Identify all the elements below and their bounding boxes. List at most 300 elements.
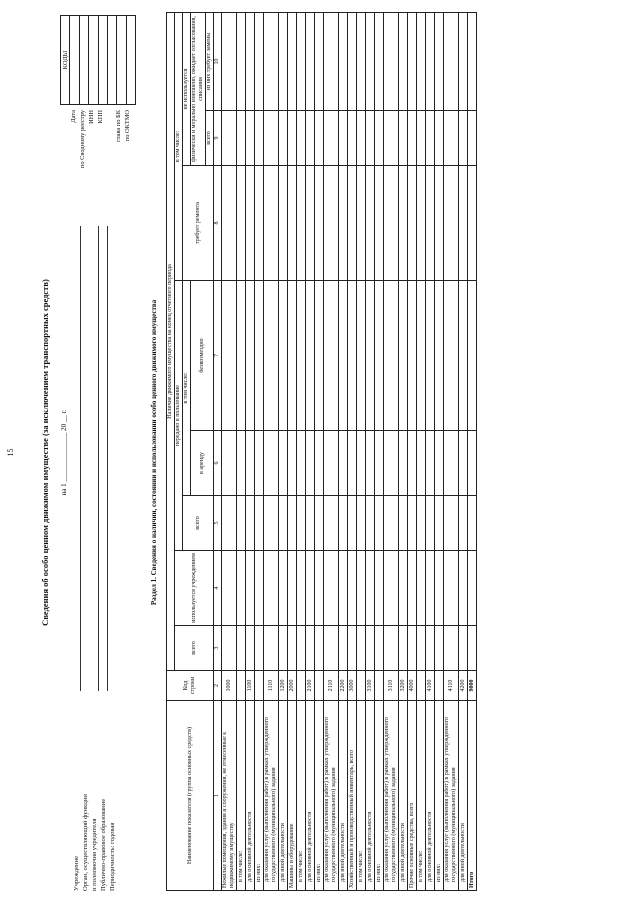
value-cell[interactable] [435, 281, 444, 431]
value-cell[interactable] [357, 111, 366, 166]
value-cell[interactable] [366, 431, 375, 496]
row-code: 4100 [426, 671, 435, 701]
value-cell[interactable] [222, 431, 237, 496]
value-cell[interactable] [324, 626, 339, 671]
code-label: Дата [70, 110, 77, 123]
section-title: Раздел 1. Сведения о наличии, состоянии и использовании особо ценного движимого имущества [150, 299, 158, 606]
value-cell[interactable] [315, 111, 324, 166]
row-code [417, 671, 426, 701]
value-cell[interactable] [408, 431, 417, 496]
value-cell[interactable] [366, 12, 375, 110]
row-name: для основной деятельности [306, 701, 315, 891]
codes-header: КОДЫ [61, 16, 70, 105]
value-cell[interactable] [348, 111, 357, 166]
row-code: 3200 [399, 671, 408, 701]
column-number: 5 [214, 496, 222, 551]
value-cell[interactable] [255, 551, 264, 626]
value-cell[interactable] [246, 12, 255, 110]
value-cell[interactable] [237, 496, 246, 551]
value-cell[interactable] [444, 496, 459, 551]
header-incl2: в том числе: [175, 12, 183, 280]
value-cell[interactable] [255, 626, 264, 671]
value-cell[interactable] [426, 12, 435, 110]
row-code [357, 671, 366, 701]
code-label: глава по БК [115, 110, 122, 142]
value-cell[interactable] [384, 551, 399, 626]
value-cell[interactable] [255, 166, 264, 281]
value-cell[interactable] [279, 431, 288, 496]
row-code: 4000 [408, 671, 417, 701]
value-cell[interactable] [357, 431, 366, 496]
value-cell[interactable] [315, 166, 324, 281]
value-cell[interactable] [222, 281, 237, 431]
total-row [468, 12, 477, 890]
value-cell[interactable] [339, 111, 348, 166]
value-cell[interactable] [246, 166, 255, 281]
value-cell[interactable] [384, 12, 399, 110]
total-value-cell[interactable] [468, 431, 477, 496]
table-row [375, 12, 384, 890]
column-number: 10 [214, 12, 222, 110]
table-row [237, 12, 246, 890]
value-cell[interactable] [399, 12, 408, 110]
code-label: КПП [97, 110, 104, 124]
row-name: для оказания услуг (выполнения работ) в рамках утвержденного государственного (муниципального) задания [384, 701, 399, 891]
value-cell[interactable] [297, 111, 306, 166]
value-cell[interactable] [366, 551, 375, 626]
table-row [255, 12, 264, 890]
code-cell[interactable] [98, 16, 107, 105]
value-cell[interactable] [324, 281, 339, 431]
value-cell[interactable] [435, 431, 444, 496]
value-cell[interactable] [306, 626, 315, 671]
code-label [105, 110, 114, 205]
code-cell[interactable] [79, 16, 88, 105]
value-cell[interactable] [297, 431, 306, 496]
table-row [279, 12, 288, 890]
value-cell[interactable] [426, 431, 435, 496]
value-cell[interactable] [297, 626, 306, 671]
value-cell[interactable] [297, 166, 306, 281]
value-cell[interactable] [324, 12, 339, 110]
header-code: Код строки [167, 671, 214, 701]
value-cell[interactable] [255, 111, 264, 166]
value-cell[interactable] [339, 431, 348, 496]
total-value-cell[interactable] [468, 626, 477, 671]
value-cell[interactable] [246, 626, 255, 671]
table-row [264, 12, 279, 890]
value-cell[interactable] [246, 281, 255, 431]
value-cell[interactable] [459, 166, 468, 281]
row-name: для иной деятельности [279, 701, 288, 891]
value-cell[interactable] [237, 551, 246, 626]
value-cell[interactable] [435, 496, 444, 551]
table-row [222, 12, 237, 890]
table-row [324, 12, 339, 890]
column-number: 8 [214, 166, 222, 281]
column-number: 6 [214, 431, 222, 496]
value-cell[interactable] [375, 431, 384, 496]
value-cell[interactable] [246, 551, 255, 626]
value-cell[interactable] [222, 626, 237, 671]
value-cell[interactable] [264, 626, 279, 671]
value-cell[interactable] [375, 551, 384, 626]
row-name: в том числе: [237, 701, 246, 891]
table-row [339, 12, 348, 890]
value-cell[interactable] [264, 551, 279, 626]
header-free: безвозмездно [191, 281, 214, 431]
fill-line [80, 226, 81, 691]
value-cell[interactable] [222, 166, 237, 281]
value-cell[interactable] [339, 626, 348, 671]
value-cell[interactable] [237, 166, 246, 281]
value-cell[interactable] [435, 166, 444, 281]
value-cell[interactable] [399, 281, 408, 431]
value-cell[interactable] [375, 496, 384, 551]
value-cell[interactable] [444, 166, 459, 281]
value-cell[interactable] [324, 496, 339, 551]
code-label: ИНН [88, 110, 95, 124]
value-cell[interactable] [375, 626, 384, 671]
value-cell[interactable] [459, 626, 468, 671]
value-cell[interactable] [297, 12, 306, 110]
value-cell[interactable] [384, 431, 399, 496]
value-cell[interactable] [306, 111, 315, 166]
table-row [306, 12, 315, 890]
value-cell[interactable] [408, 166, 417, 281]
value-cell[interactable] [399, 496, 408, 551]
value-cell[interactable] [375, 111, 384, 166]
value-cell[interactable] [306, 431, 315, 496]
value-cell[interactable] [297, 281, 306, 431]
value-cell[interactable] [348, 431, 357, 496]
value-cell[interactable] [288, 166, 297, 281]
table-row [246, 12, 255, 890]
value-cell[interactable] [348, 12, 357, 110]
table-row [426, 12, 435, 890]
value-cell[interactable] [375, 12, 384, 110]
value-cell[interactable] [408, 551, 417, 626]
value-cell[interactable] [375, 281, 384, 431]
value-cell[interactable] [444, 431, 459, 496]
value-cell[interactable] [297, 551, 306, 626]
row-name: для основной деятельности [426, 701, 435, 891]
total-value-cell[interactable] [468, 496, 477, 551]
value-cell[interactable] [426, 166, 435, 281]
value-cell[interactable] [297, 496, 306, 551]
code-cell[interactable] [89, 16, 98, 105]
value-cell[interactable] [324, 166, 339, 281]
fill-line [98, 226, 99, 691]
row-code: 4200 [459, 671, 468, 701]
total-value-cell[interactable] [468, 12, 477, 110]
value-cell[interactable] [279, 551, 288, 626]
table-row [408, 12, 417, 890]
value-cell[interactable] [264, 431, 279, 496]
value-cell[interactable] [366, 626, 375, 671]
value-cell[interactable] [384, 496, 399, 551]
header-notused-desc: физически и морально изношено, ожидает согласования, списания [191, 12, 206, 165]
code-cell[interactable] [70, 16, 79, 105]
row-name: Хозяйственный и производственный инвентарь, всего [348, 701, 357, 891]
value-cell[interactable] [306, 551, 315, 626]
value-cell[interactable] [288, 551, 297, 626]
value-cell[interactable] [288, 626, 297, 671]
value-cell[interactable] [255, 281, 264, 431]
value-cell[interactable] [279, 281, 288, 431]
value-cell[interactable] [444, 111, 459, 166]
code-cell[interactable] [107, 16, 116, 105]
row-code: 2200 [339, 671, 348, 701]
value-cell[interactable] [417, 551, 426, 626]
value-cell[interactable] [417, 111, 426, 166]
value-cell[interactable] [417, 166, 426, 281]
header-total: всего [175, 626, 214, 671]
header-including: в том числе: [183, 281, 191, 496]
value-cell[interactable] [426, 281, 435, 431]
code-cell[interactable] [126, 16, 135, 105]
value-cell[interactable] [255, 12, 264, 110]
value-cell[interactable] [357, 551, 366, 626]
value-cell[interactable] [306, 281, 315, 431]
value-cell[interactable] [324, 431, 339, 496]
value-cell[interactable] [237, 431, 246, 496]
value-cell[interactable] [444, 551, 459, 626]
value-cell[interactable] [384, 281, 399, 431]
value-cell[interactable] [459, 551, 468, 626]
value-cell[interactable] [288, 111, 297, 166]
value-cell[interactable] [264, 281, 279, 431]
value-cell[interactable] [324, 111, 339, 166]
row-code [255, 671, 264, 701]
row-name: для основной деятельности [366, 701, 375, 891]
value-cell[interactable] [384, 626, 399, 671]
value-cell[interactable] [339, 496, 348, 551]
value-cell[interactable] [459, 496, 468, 551]
value-cell[interactable] [426, 551, 435, 626]
value-cell[interactable] [255, 496, 264, 551]
value-cell[interactable] [444, 626, 459, 671]
value-cell[interactable] [315, 12, 324, 110]
value-cell[interactable] [408, 626, 417, 671]
value-cell[interactable] [348, 626, 357, 671]
value-cell[interactable] [339, 551, 348, 626]
value-cell[interactable] [279, 626, 288, 671]
row-name: для оказания услуг (выполнения работ) в рамках утвержденного государственного (муниципального) задания [324, 701, 339, 891]
row-name: Нежилые помещения, здания и сооружения, не отнесенные к недвижимому имуществу [222, 701, 237, 891]
value-cell[interactable] [366, 281, 375, 431]
header-name: Наименование показателя (группа основных средств) [167, 701, 214, 891]
form-title: Сведения об особо ценном движимом имуществе (за исключением транспортных средств) [40, 279, 50, 626]
value-cell[interactable] [264, 12, 279, 110]
value-cell[interactable] [444, 281, 459, 431]
value-cell[interactable] [237, 12, 246, 110]
total-value-cell[interactable] [468, 166, 477, 281]
column-number: 4 [214, 551, 222, 626]
total-value-cell[interactable] [468, 551, 477, 626]
value-cell[interactable] [264, 496, 279, 551]
header-nu-total: всего [206, 111, 214, 166]
value-cell[interactable] [399, 166, 408, 281]
value-cell[interactable] [426, 111, 435, 166]
value-cell[interactable] [357, 12, 366, 110]
header-tr-total: всего [183, 496, 214, 551]
value-cell[interactable] [435, 111, 444, 166]
value-cell[interactable] [339, 281, 348, 431]
row-code [435, 671, 444, 701]
total-value-cell[interactable] [468, 111, 477, 166]
value-cell[interactable] [417, 626, 426, 671]
value-cell[interactable] [279, 166, 288, 281]
row-code: 1110 [264, 671, 279, 701]
value-cell[interactable] [384, 111, 399, 166]
value-cell[interactable] [222, 111, 237, 166]
value-cell[interactable] [348, 496, 357, 551]
header-fill-lines [72, 231, 132, 891]
value-cell[interactable] [348, 551, 357, 626]
table-row [288, 12, 297, 890]
row-code: 1200 [279, 671, 288, 701]
column-number: 2 [214, 671, 222, 701]
column-number: 1 [214, 701, 222, 891]
row-code: 1100 [246, 671, 255, 701]
value-cell[interactable] [255, 431, 264, 496]
header-label: и полномочия учредителя [91, 818, 98, 891]
value-cell[interactable] [399, 551, 408, 626]
value-cell[interactable] [426, 626, 435, 671]
row-name: для иной деятельности [339, 701, 348, 891]
value-cell[interactable] [426, 496, 435, 551]
header-label: Периодичность: годовая [109, 822, 116, 891]
value-cell[interactable] [417, 12, 426, 110]
value-cell[interactable] [435, 12, 444, 110]
value-cell[interactable] [246, 431, 255, 496]
row-code: 3110 [384, 671, 399, 701]
value-cell[interactable] [237, 111, 246, 166]
table-row [444, 12, 459, 890]
value-cell[interactable] [324, 551, 339, 626]
value-cell[interactable] [246, 496, 255, 551]
value-cell[interactable] [306, 166, 315, 281]
row-name: в том числе: [297, 701, 306, 891]
code-labels [60, 110, 132, 205]
row-name: из них: [375, 701, 384, 891]
header-label: Учреждение [73, 855, 80, 891]
row-code: 2110 [324, 671, 339, 701]
row-code: 4110 [444, 671, 459, 701]
table-row [315, 12, 324, 890]
value-cell[interactable] [366, 111, 375, 166]
value-cell[interactable] [315, 431, 324, 496]
value-cell[interactable] [279, 111, 288, 166]
value-cell[interactable] [315, 496, 324, 551]
row-name: для иной деятельности [459, 701, 468, 891]
header-repair: требует ремонта [183, 166, 214, 281]
value-cell[interactable] [459, 12, 468, 110]
value-cell[interactable] [375, 166, 384, 281]
value-cell[interactable] [339, 12, 348, 110]
codes-box [60, 15, 136, 105]
value-cell[interactable] [408, 281, 417, 431]
value-cell[interactable] [288, 281, 297, 431]
value-cell[interactable] [366, 166, 375, 281]
value-cell[interactable] [417, 281, 426, 431]
value-cell[interactable] [279, 496, 288, 551]
code-cell[interactable] [117, 16, 126, 105]
value-cell[interactable] [399, 111, 408, 166]
code-label: по Сводному реестру [79, 110, 86, 169]
value-cell[interactable] [237, 626, 246, 671]
row-name: из них: [435, 701, 444, 891]
value-cell[interactable] [348, 281, 357, 431]
value-cell[interactable] [264, 111, 279, 166]
value-cell[interactable] [408, 496, 417, 551]
value-cell[interactable] [339, 166, 348, 281]
value-cell[interactable] [417, 431, 426, 496]
column-number: 3 [214, 626, 222, 671]
row-code [297, 671, 306, 701]
value-cell[interactable] [306, 12, 315, 110]
row-name: в том числе: [417, 701, 426, 891]
value-cell[interactable] [315, 626, 324, 671]
value-cell[interactable] [315, 281, 324, 431]
header-replace: из них требует замены [206, 12, 214, 110]
value-cell[interactable] [357, 496, 366, 551]
value-cell[interactable] [288, 496, 297, 551]
value-cell[interactable] [246, 111, 255, 166]
value-cell[interactable] [408, 12, 417, 110]
value-cell[interactable] [237, 281, 246, 431]
total-value-cell[interactable] [468, 281, 477, 431]
table-row [297, 12, 306, 890]
value-cell[interactable] [417, 496, 426, 551]
value-cell[interactable] [306, 496, 315, 551]
value-cell[interactable] [348, 166, 357, 281]
value-cell[interactable] [366, 496, 375, 551]
value-cell[interactable] [357, 626, 366, 671]
value-cell[interactable] [222, 551, 237, 626]
value-cell[interactable] [435, 626, 444, 671]
table-row [348, 12, 357, 890]
value-cell[interactable] [222, 12, 237, 110]
value-cell[interactable] [288, 431, 297, 496]
value-cell[interactable] [435, 551, 444, 626]
table-row [399, 12, 408, 890]
value-cell[interactable] [399, 431, 408, 496]
value-cell[interactable] [459, 431, 468, 496]
row-code [375, 671, 384, 701]
value-cell[interactable] [357, 281, 366, 431]
row-code: 1000 [222, 671, 237, 701]
table-row [357, 12, 366, 890]
value-cell[interactable] [264, 166, 279, 281]
value-cell[interactable] [459, 111, 468, 166]
header-transferred: передано в пользование [175, 281, 183, 551]
value-cell[interactable] [384, 166, 399, 281]
row-name: для основной деятельности [246, 701, 255, 891]
value-cell[interactable] [444, 12, 459, 110]
value-cell[interactable] [408, 111, 417, 166]
value-cell[interactable] [279, 12, 288, 110]
row-code [237, 671, 246, 701]
value-cell[interactable] [459, 281, 468, 431]
value-cell[interactable] [222, 496, 237, 551]
value-cell[interactable] [357, 166, 366, 281]
value-cell[interactable] [399, 626, 408, 671]
value-cell[interactable] [315, 551, 324, 626]
value-cell[interactable] [288, 12, 297, 110]
table-row [435, 12, 444, 890]
